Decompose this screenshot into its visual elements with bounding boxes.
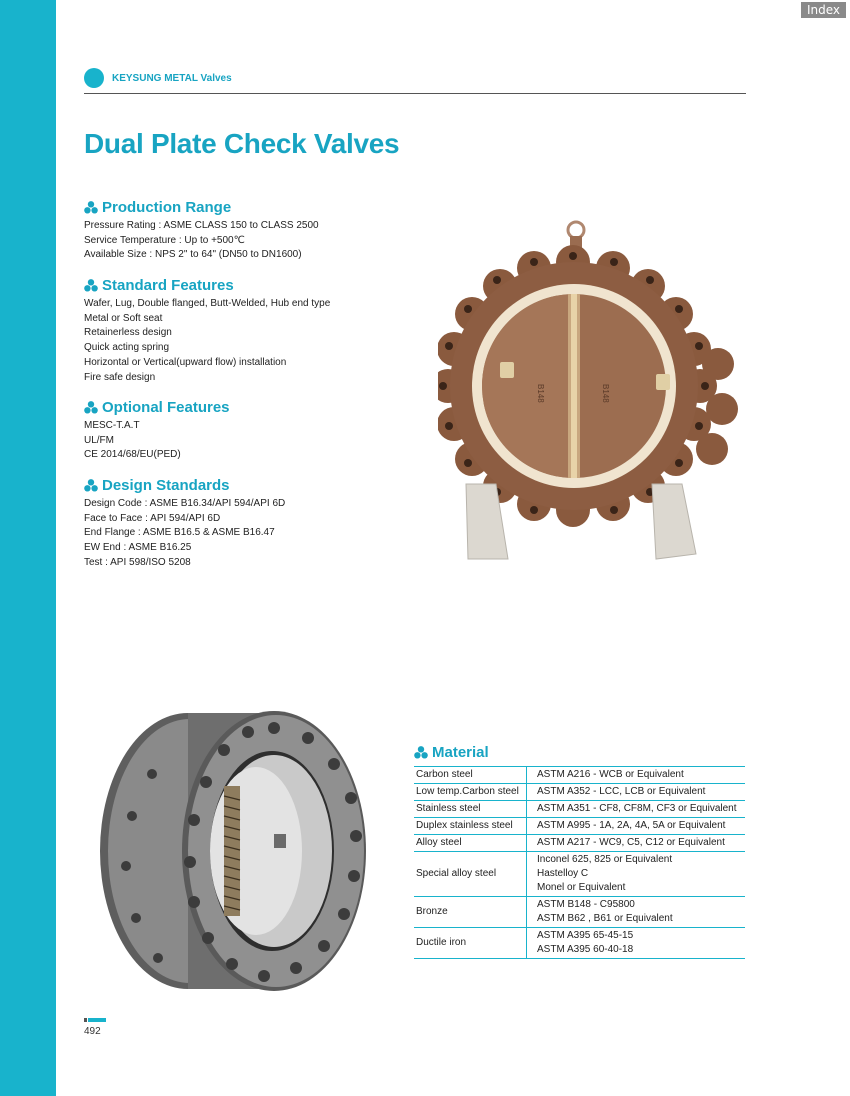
material-name: Stainless steel [414, 801, 527, 818]
side-accent-bar [0, 0, 56, 1096]
table-row [414, 784, 745, 801]
lifting-eye [568, 222, 584, 238]
section-heading: Design Standards [102, 477, 230, 494]
material-spec: Inconel 625, 825 or Equivalent Hastelloy C Monel or Equivalent [527, 852, 746, 897]
spec-line: Available Size : NPS 2" to 64" (DN50 to DN1600) [84, 249, 302, 261]
trefoil-icon [84, 201, 98, 214]
casting-mark: B148 [536, 384, 545, 403]
material-name: Carbon steel [414, 767, 527, 784]
trefoil-icon [84, 401, 98, 414]
material-name: Alloy steel [414, 835, 527, 852]
standard-features-section [84, 277, 330, 385]
table-row [414, 818, 745, 835]
index-tab[interactable]: Index [801, 2, 846, 18]
material-heading-row [414, 744, 489, 761]
material-name: Ductile iron [414, 928, 527, 959]
spec-line: Fire safe design [84, 371, 156, 383]
brand-name: KEYSUNG METAL Valves [112, 72, 232, 84]
optional-features-section [84, 399, 230, 463]
trefoil-icon [84, 479, 98, 492]
brand-header [84, 68, 232, 88]
section-heading: Standard Features [102, 277, 234, 294]
material-spec: ASTM A995 - 1A, 2A, 4A, 5A or Equivalent [527, 818, 746, 835]
spec-line: Face to Face : API 594/API 6D [84, 512, 221, 524]
material-name: Special alloy steel [414, 852, 527, 897]
material-spec: ASTM A217 - WC9, C5, C12 or Equivalent [527, 835, 746, 852]
material-spec: ASTM A351 - CF8, CF8M, CF3 or Equivalent [527, 801, 746, 818]
table-row [414, 852, 745, 897]
spec-line: Horizontal or Vertical(upward flow) installation [84, 356, 287, 368]
material-spec: ASTM A216 - WCB or Equivalent [527, 767, 746, 784]
spec-line: Quick acting spring [84, 342, 170, 354]
spec-line: Pressure Rating : ASME CLASS 150 to CLASS 2500 [84, 220, 319, 231]
support-leg [652, 484, 696, 559]
header-divider [84, 93, 746, 94]
section-heading: Optional Features [102, 399, 230, 416]
spec-line: CE 2014/68/EU(PED) [84, 449, 181, 461]
table-row [414, 835, 745, 852]
spec-line: MESC-T.A.T [84, 420, 140, 431]
valve-drawing [96, 706, 376, 996]
spec-line: End Flange : ASME B16.5 & ASME B16.47 [84, 527, 275, 539]
material-name: Bronze [414, 897, 527, 928]
material-name: Low temp.Carbon steel [414, 784, 527, 801]
page-title: Dual Plate Check Valves [84, 128, 400, 159]
spec-line: EW End : ASME B16.25 [84, 542, 192, 554]
material-spec: ASTM B148 - C95800 ASTM B62 , B61 or Equivalent [527, 897, 746, 928]
material-heading: Material [432, 744, 489, 761]
material-table [414, 766, 745, 959]
page-marker-bar [84, 1018, 106, 1022]
spec-line: Service Temperature : Up to +500℃ [84, 234, 245, 246]
section-heading: Production Range [102, 199, 232, 216]
table-row [414, 801, 745, 818]
table-row [414, 928, 745, 959]
casting-mark: B148 [601, 384, 610, 403]
table-row [414, 897, 745, 928]
table-row [414, 767, 745, 784]
spec-line: Design Code : ASME B16.34/API 594/API 6D [84, 498, 286, 509]
material-spec: ASTM A352 - LCC, LCB or Equivalent [527, 784, 746, 801]
page-number: 492 [84, 1026, 101, 1037]
trefoil-icon [414, 746, 428, 759]
spec-line: Wafer, Lug, Double flanged, Butt-Welded, Hub end type [84, 298, 331, 309]
spec-line: Retainerless design [84, 327, 172, 339]
design-standards-section [84, 477, 285, 571]
spec-line: UL/FM [84, 434, 114, 446]
trefoil-icon [84, 279, 98, 292]
material-name: Duplex stainless steel [414, 818, 527, 835]
brand-dot-icon [84, 68, 104, 88]
valve-photo [438, 214, 738, 564]
material-spec: ASTM A395 65-45-15 ASTM A395 60-40-18 [527, 928, 746, 959]
spec-line: Test : API 598/ISO 5208 [84, 556, 191, 568]
spec-line: Metal or Soft seat [84, 312, 163, 324]
production-range-section [84, 199, 319, 263]
